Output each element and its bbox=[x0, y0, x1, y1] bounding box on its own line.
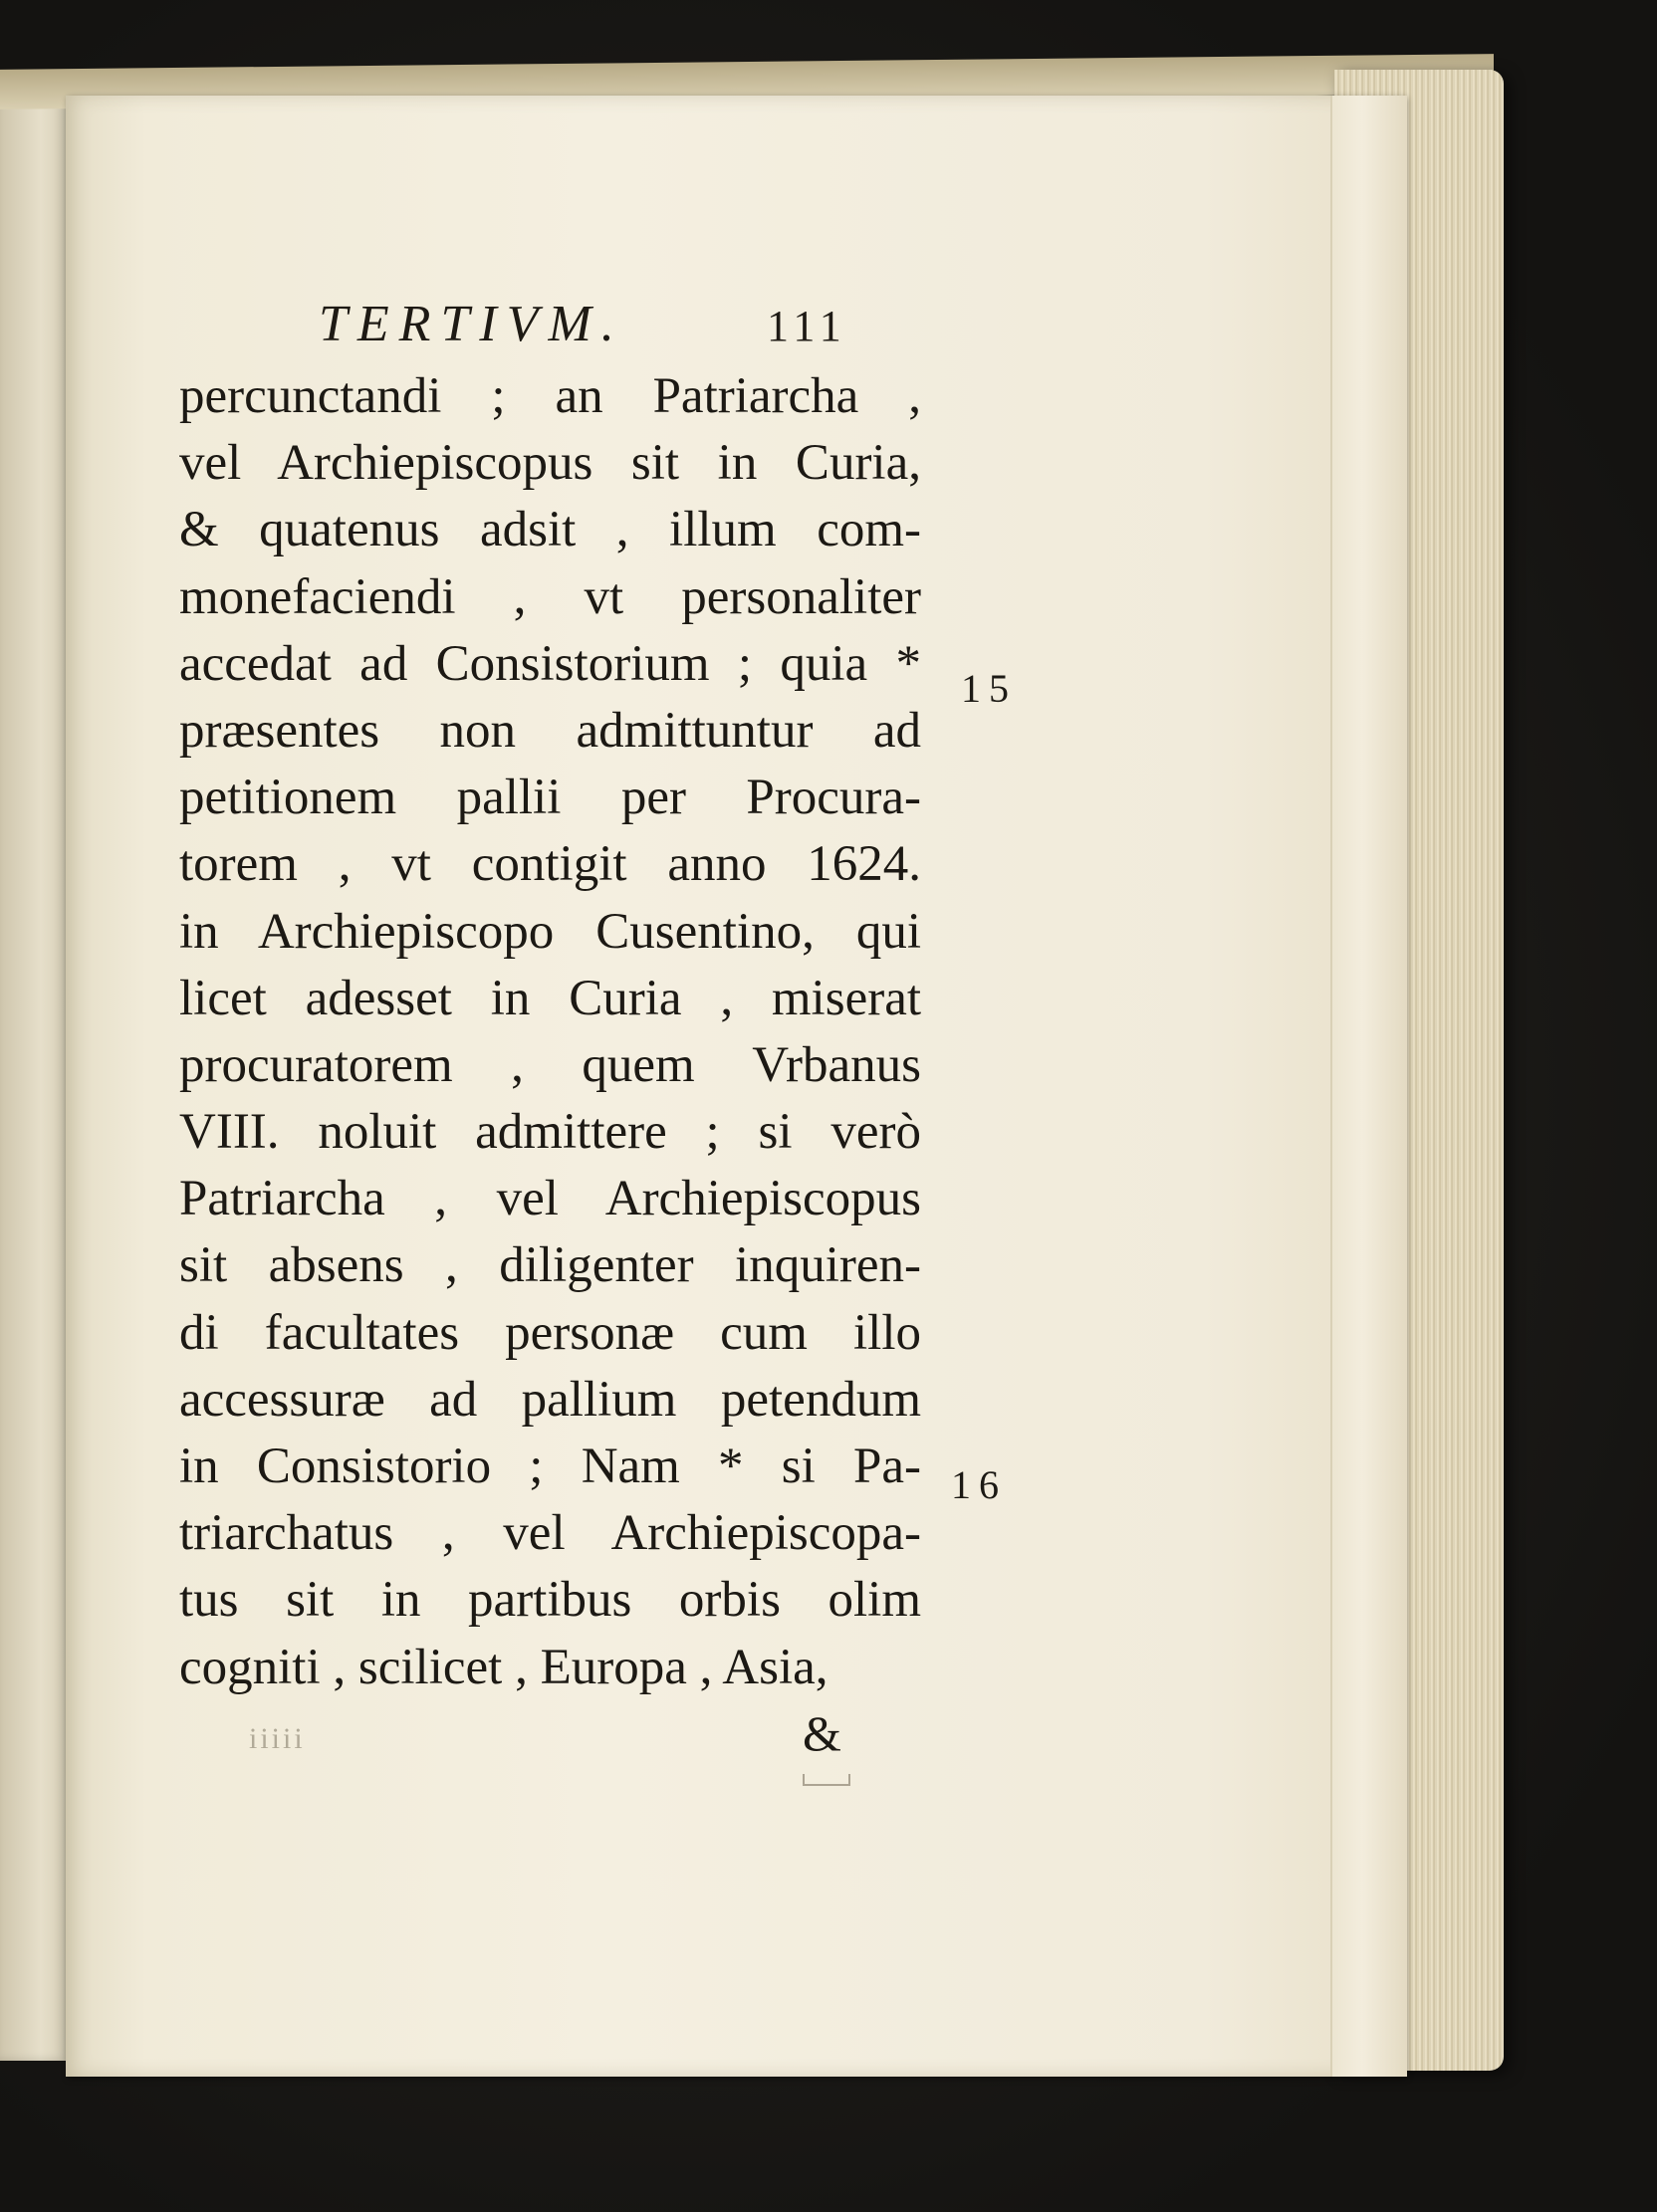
text-line: procuratorem , quem Vrbanus bbox=[179, 1036, 921, 1093]
text-line: vel Archiepiscopus sit in Curia, bbox=[179, 435, 921, 492]
body-text bbox=[179, 363, 921, 1701]
text-line: sit absens , diligenter inquiren- bbox=[179, 1237, 921, 1294]
signature-mark: iiiii bbox=[249, 1722, 306, 1755]
text-line: cogniti , scilicet , Europa , Asia, bbox=[179, 1639, 828, 1695]
text-line: accessuræ ad pallium petendum bbox=[179, 1371, 921, 1428]
margin-number: 16 bbox=[951, 1462, 1007, 1507]
text-line: VIII. noluit admittere ; si verò bbox=[179, 1104, 921, 1161]
text-line: in Consistorio ; Nam * si Pa- bbox=[179, 1438, 921, 1494]
text-line: monefaciendi , vt personaliter bbox=[179, 568, 921, 625]
catchword-underline bbox=[803, 1774, 850, 1786]
text-line: petitionem pallii per Procura- bbox=[179, 770, 921, 826]
text-line: accedat ad Consistorium ; quia * bbox=[179, 635, 921, 692]
page-gutter-edge bbox=[1330, 96, 1407, 2077]
text-line: tus sit in partibus orbis olim bbox=[179, 1572, 921, 1629]
catchword: & bbox=[803, 1705, 841, 1761]
text-line: Patriarcha , vel Archiepiscopus bbox=[179, 1171, 921, 1227]
text-line: præsentes non admittuntur ad bbox=[179, 702, 921, 759]
margin-number: 15 bbox=[961, 666, 1017, 711]
text-line: in Archiepiscopo Cusentino, qui bbox=[179, 903, 921, 960]
text-line: licet adesset in Curia , miserat bbox=[179, 970, 921, 1026]
text-line: percunctandi ; an Patriarcha , bbox=[179, 368, 921, 424]
text-line: triarchatus , vel Archiepiscopa- bbox=[179, 1505, 921, 1562]
text-line: & quatenus adsit , illum com- bbox=[179, 502, 921, 558]
page-number: 111 bbox=[767, 302, 847, 350]
text-line: di facultates personæ cum illo bbox=[179, 1304, 921, 1361]
facing-page-edge bbox=[0, 90, 70, 2061]
text-line: torem , vt contigit anno 1624. bbox=[179, 836, 921, 893]
running-head: TERTIVM. bbox=[319, 296, 624, 352]
